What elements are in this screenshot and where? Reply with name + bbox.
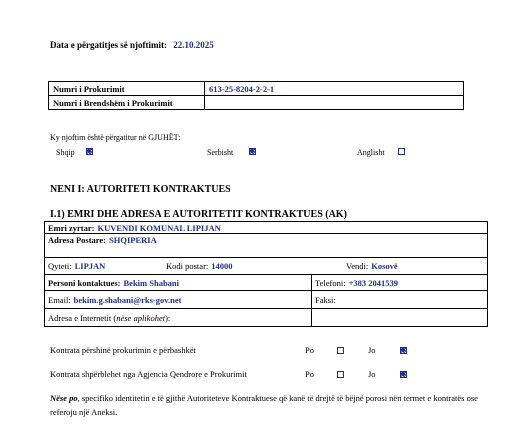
postal-code-value[interactable]: 14000 bbox=[211, 261, 233, 271]
phone-label: Telefoni: bbox=[315, 277, 346, 288]
joint-procurement-po-label: Po bbox=[305, 345, 314, 355]
web-address-label-suffix: ): bbox=[165, 312, 171, 323]
central-agency-po-label: Po bbox=[305, 369, 314, 379]
joint-procurement-po-checkbox[interactable] bbox=[337, 347, 344, 354]
internal-procurement-number-row bbox=[49, 96, 464, 110]
joint-procurement-question: Kontrata përshinë prokurimin e përbashkët bbox=[50, 345, 196, 355]
postal-code-label: Kodi postar: bbox=[166, 261, 209, 271]
city-row bbox=[44, 258, 488, 275]
language-checkbox-serbisht[interactable] bbox=[249, 148, 256, 155]
note-text: , specifiko identitetin e të gjithë Autoriteteve Kontraktuese që kanë të drejtë të bëjnë porosi nën termet e kontratës ose referoju një Aneksi. bbox=[50, 393, 478, 417]
internal-procurement-number-value[interactable] bbox=[205, 96, 464, 110]
official-name-value[interactable]: KUVENDI KOMUNAL LIPIJAN bbox=[97, 222, 221, 233]
authority-table bbox=[44, 221, 488, 327]
central-agency-jo-label: Jo bbox=[368, 369, 376, 379]
email-value[interactable]: bekim.g.shabani@rks-gov.net bbox=[73, 294, 182, 305]
official-name-label: Emri zyrtar: bbox=[48, 222, 95, 233]
internal-procurement-number-label: Numri i Brendshëm i Prokurimit bbox=[49, 96, 205, 110]
language-label-anglisht: Anglisht bbox=[357, 148, 385, 157]
procurement-number-value[interactable]: 613-25-8204-2-2-1 bbox=[205, 82, 464, 96]
web-address-label-italic: nëse aplikohet bbox=[116, 312, 166, 323]
language-checkbox-shqip[interactable] bbox=[86, 148, 93, 155]
country-label: Vendi: bbox=[346, 261, 369, 271]
central-agency-po-checkbox[interactable] bbox=[337, 371, 344, 378]
procurement-number-table bbox=[48, 81, 464, 110]
joint-procurement-jo-label: Jo bbox=[368, 345, 376, 355]
language-label-serbisht: Serbisht bbox=[207, 148, 234, 157]
preparation-date-label: Data e përgatitjes së njoftimit: bbox=[50, 40, 167, 50]
contact-label: Personi kontaktues: bbox=[48, 277, 121, 288]
joint-procurement-note bbox=[50, 391, 490, 419]
contact-row bbox=[44, 275, 488, 291]
language-label-shqip: Shqip bbox=[56, 148, 75, 157]
central-agency-question: Kontrata shpërblehet nga Agjencia Qendrore e Prokurimit bbox=[50, 369, 247, 379]
country-value[interactable]: Kosovë bbox=[371, 261, 398, 271]
fax-label: Faksi: bbox=[315, 294, 336, 305]
official-name-row bbox=[44, 221, 488, 234]
article-heading: NENI I: AUTORITETI KONTRAKTUES bbox=[50, 184, 231, 195]
preparation-date-value: 22.10.2025 bbox=[173, 40, 214, 50]
joint-procurement-jo-checkbox[interactable] bbox=[400, 347, 407, 354]
city-value[interactable]: LIPJAN bbox=[74, 261, 106, 271]
web-address-label-prefix: Adresa e Internetit ( bbox=[48, 312, 117, 323]
procurement-number-row bbox=[49, 82, 464, 96]
postal-address-value[interactable]: SHQIPERIA bbox=[109, 235, 157, 245]
postal-address-row bbox=[44, 234, 488, 258]
central-agency-jo-checkbox[interactable] bbox=[400, 371, 407, 378]
language-question: Ky njoftim është përgatitur në GJUHËT: bbox=[50, 133, 181, 142]
web-address-row bbox=[44, 309, 488, 327]
email-row bbox=[44, 291, 488, 309]
phone-value[interactable]: +383 2041539 bbox=[348, 277, 399, 288]
postal-address-label: Adresa Postare: bbox=[48, 235, 106, 245]
note-italic-lead: Nëse po bbox=[50, 393, 78, 403]
procurement-number-label: Numri i Prokurimit bbox=[49, 82, 205, 96]
email-label: Email: bbox=[48, 294, 71, 305]
contact-value[interactable]: Bekim Shabani bbox=[123, 277, 180, 288]
section-heading: I.1) EMRI DHE ADRESA E AUTORITETIT KONTRAKTUES (AK) bbox=[50, 209, 347, 220]
language-checkbox-anglisht[interactable] bbox=[398, 148, 405, 155]
preparation-date-line bbox=[50, 40, 214, 50]
city-label: Qyteti: bbox=[48, 261, 72, 271]
